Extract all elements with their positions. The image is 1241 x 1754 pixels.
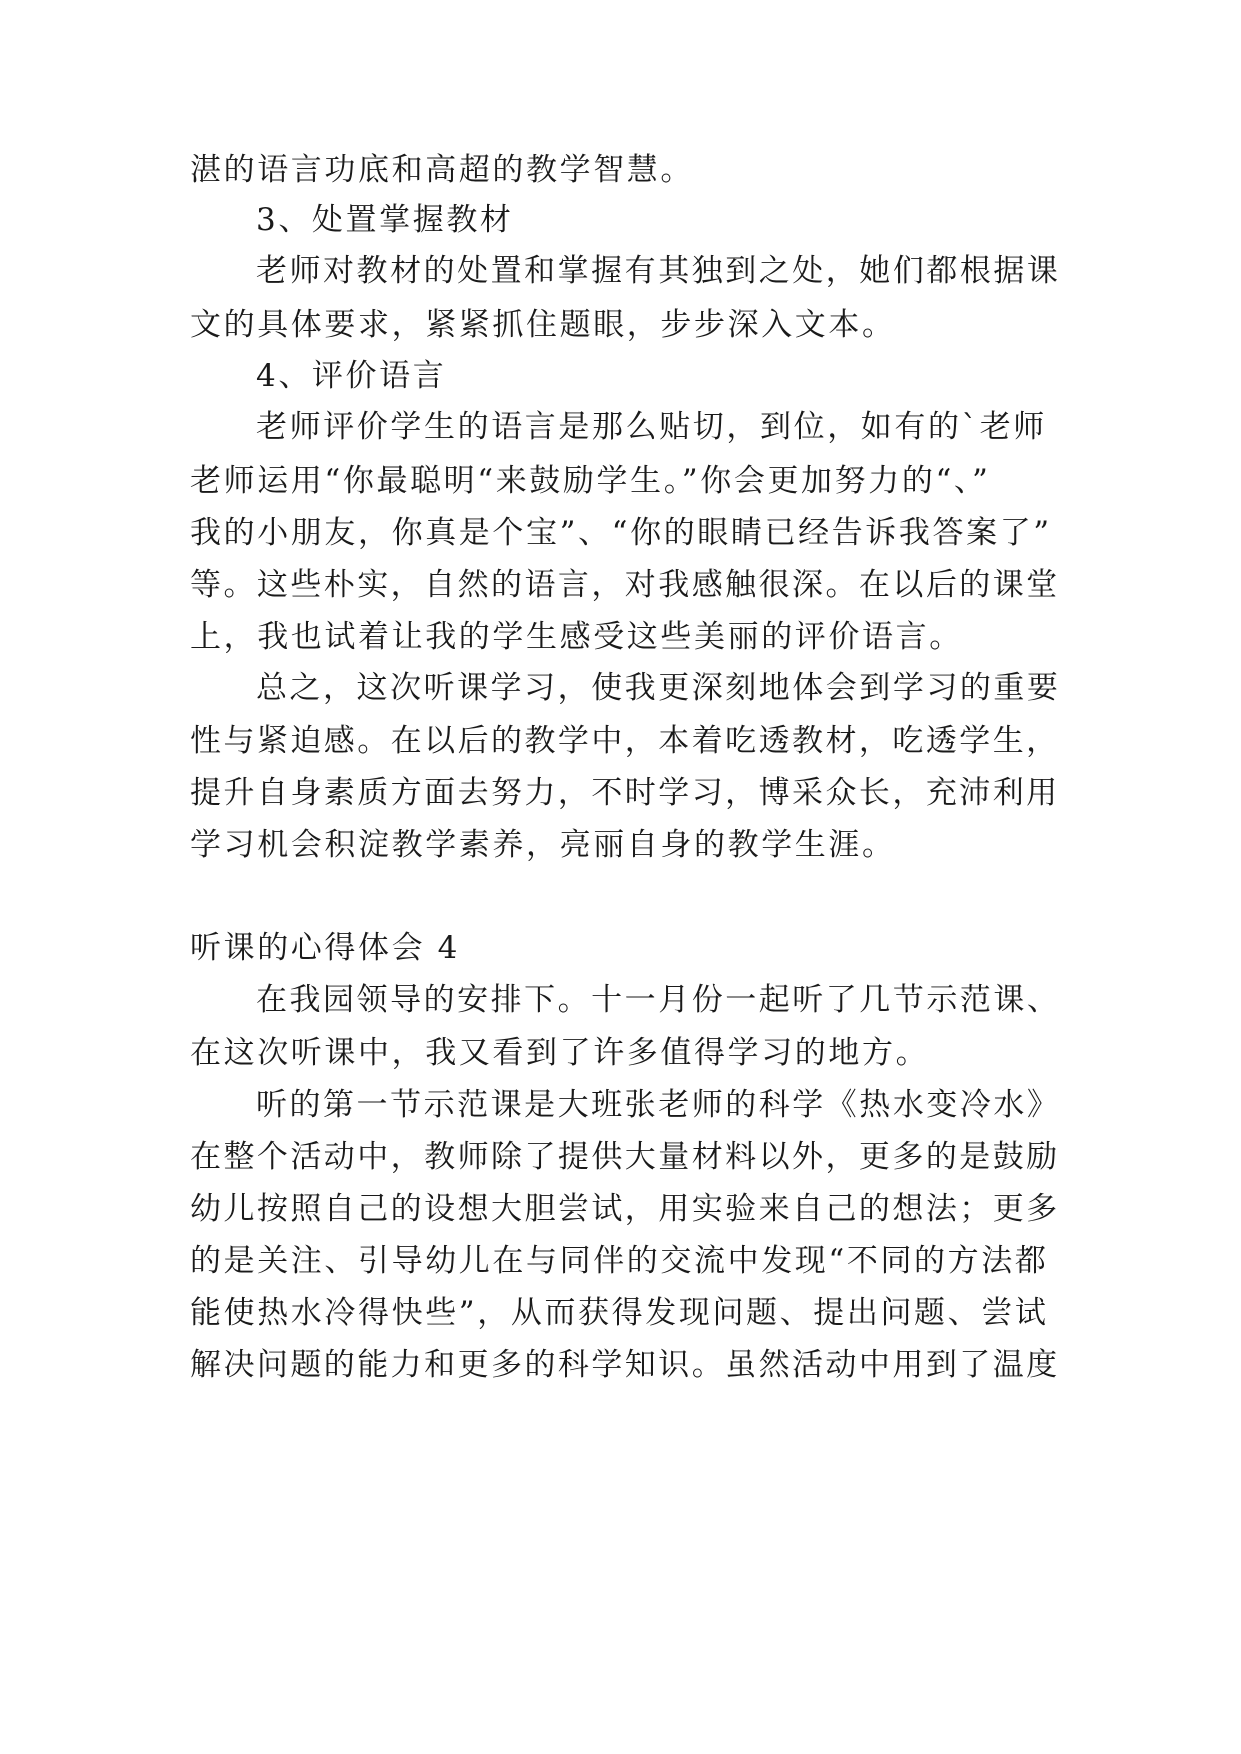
paragraph-line: 我的小朋友，你真是个宝”、“你的眼睛已经告诉我答案了” [190,515,1052,551]
paragraph-line: 提升自身素质方面去努力，不时学习，博采众长，充沛利用 [190,775,1060,811]
paragraph-line: 解决问题的能力和更多的科学知识。虽然活动中用到了温度 [190,1347,1060,1383]
paragraph-line: 幼儿按照自己的设想大胆尝试，用实验来自己的想法；更多 [190,1191,1060,1227]
article-title: 听课的心得体会 4 [190,930,460,966]
section-heading: 3、处置掌握教材 [256,202,514,238]
paragraph-line: 在整个活动中，教师除了提供大量材料以外，更多的是鼓励 [190,1139,1060,1175]
paragraph-line: 性与紧迫感。在以后的教学中，本着吃透教材，吃透学生， [190,723,1060,759]
paragraph-line: 听的第一节示范课是大班张老师的科学《热水变冷水》 [256,1087,1061,1123]
paragraph-line: 在我园领导的安排下。十一月份一起听了几节示范课、 [256,982,1061,1018]
paragraph-line: 总之，这次听课学习，使我更深刻地体会到学习的重要 [256,670,1061,706]
paragraph-line: 的是关注、引导幼儿在与同伴的交流中发现“不同的方法都 [190,1243,1049,1279]
paragraph-line: 能使热水冷得快些”，从而获得发现问题、提出问题、尝试 [190,1295,1049,1331]
paragraph-line: 在这次听课中，我又看到了许多值得学习的地方。 [190,1035,930,1071]
paragraph-line: 湛的语言功底和高超的教学智慧。 [190,152,694,188]
paragraph-line: 文的具体要求，紧紧抓住题眼，步步深入文本。 [190,307,896,343]
paragraph-line: 等。这些朴实，自然的语言，对我感触很深。在以后的课堂 [190,567,1060,603]
paragraph-line: 上，我也试着让我的学生感受这些美丽的评价语言。 [190,619,963,655]
paragraph-line: 老师对教材的处置和掌握有其独到之处，她们都根据课 [256,253,1061,289]
paragraph-line: 老师评价学生的语言是那么贴切，到位，如有的`老师 [256,409,1047,445]
section-heading: 4、评价语言 [256,358,447,394]
paragraph-line: 学习机会积淀教学素养，亮丽自身的教学生涯。 [190,827,896,863]
paragraph-line: 老师运用“你最聪明“来鼓励学生。”你会更加努力的“、” [190,463,991,499]
